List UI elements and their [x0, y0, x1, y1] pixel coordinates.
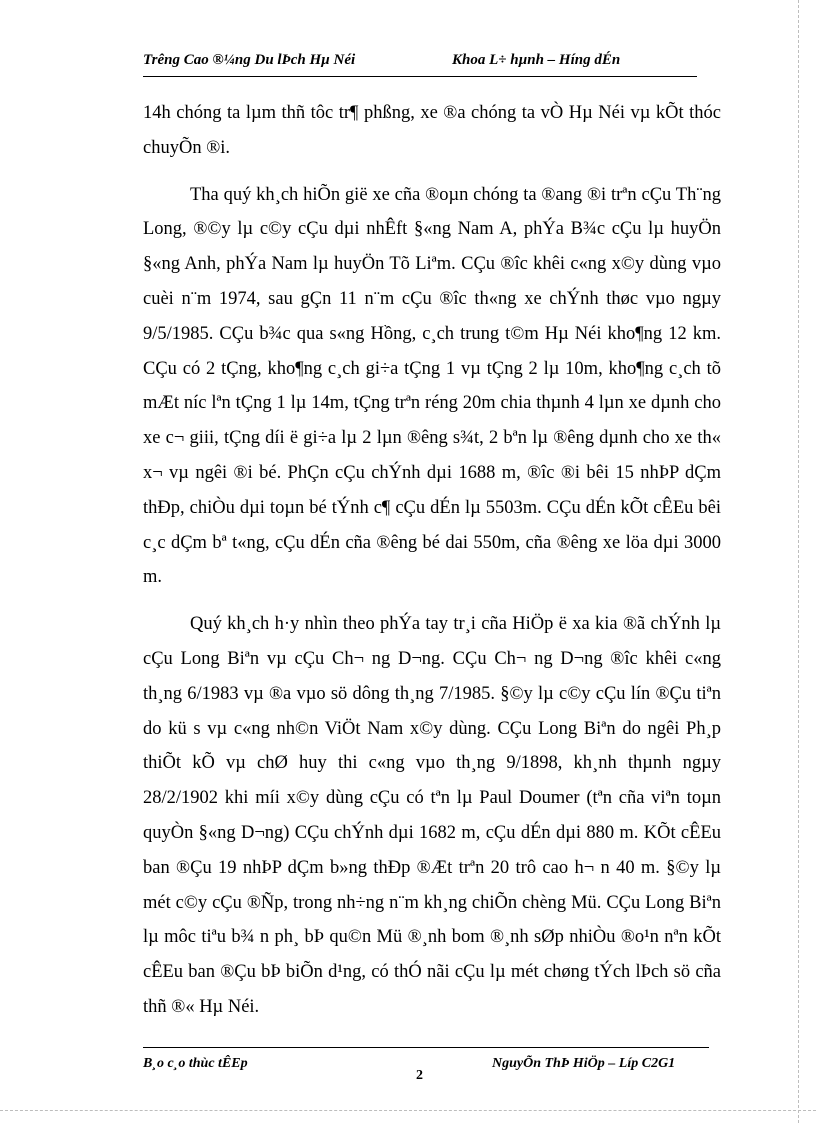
header-school-name: Trêng Cao ®¼ng Du lÞch Hµ Néi: [143, 52, 356, 68]
page-edge-vertical: [798, 0, 799, 1123]
footer-author: NguyÕn ThÞ HiÖp – Líp C2G1: [492, 1056, 676, 1071]
footer-rule: [143, 1047, 709, 1048]
header-rule: [143, 76, 697, 77]
paragraph-3: Quý kh¸ch h·y nhìn theo phÝa tay tr¸i cña HiÖp ë xa kia ®ã chÝnh lµ cÇu Long Biªn vµ cÇu Ch¬ ng D¬ng. CÇu Ch¬ ng D¬ng ®îc khêi c«ng th¸ng 6/1983 vµ ®a vµo sö dông th¸ng 7/1985. §©y lµ c©y cÇu lín ®Çu tiªn do kü s vµ c«ng nh©n ViÖt Nam x©y dùng. CÇu Long Biªn do ngêi Ph¸p thiÕt kÕ vµ chØ huy thi c«ng vµo th¸ng 9/1898, kh¸nh thµnh ngµy 28/2/1902 khi míi x©y dùng cÇu có tªn lµ Paul Doumer (tªn cña viªn toµn quyÒn §«ng D¬ng) CÇu chÝnh dµi 1682 m, cÇu dÉn dµi 880 m. KÕt cÊEu ban ®Çu 19 nhÞP dÇm b»ng thÐp ®Æt trªn 20 trô cao h¬ n 40 m. §©y lµ mét c©y cÇu ®Ñp, trong nh÷ng n¨m kh¸ng chiÕn chèng Mü. CÇu Long Biªn lµ môc tiªu b¾ n ph¸ bÞ qu©n Mü ®¸nh bom ®¸nh sØp nhiÒu ®o¹n nªn kÕt cÊEu ban ®Çu bÞ biÕn d¹ng, có thÓ nãi cÇu lµ mét chøng tÝch lÞch sö cña thñ ®« Hµ Néi.: [143, 614, 721, 1017]
body-text: [143, 96, 721, 1025]
footer-report-title: B¸o c¸o thùc tÊEp: [143, 1056, 248, 1071]
header-faculty-name: Khoa L÷ hµnh – Híng dÉn: [452, 52, 621, 68]
paragraph-1: 14h chóng ta lµm thñ tôc tr¶ phßng, xe ®a chóng ta vÒ Hµ Néi vµ kÕt thóc chuyÕn ®i.: [143, 103, 721, 158]
page-number: 2: [416, 1068, 423, 1083]
page-edge-horizontal: [0, 1110, 816, 1111]
paragraph-2: Tha quý kh¸ch hiÕn gië xe cña ®oµn chóng ta ®ang ®i trªn cÇu Th¨ng Long, ®©y lµ c©y cÇu dµi nhÊft §«ng Nam A, phÝa B¾c cÇu lµ huyÖn §«ng Anh, phÝa Nam lµ huyÖn Tõ Liªm. CÇu ®îc khêi c«ng x©y dùng vµo cuèi n¨m 1974, sau gÇn 11 n¨m cÇu ®îc th«ng xe chÝnh thøc vµo ngµy 9/5/1985. CÇu b¾c qua s«ng Hồng, c¸ch trung t©m Hµ Néi kho¶ng 12 km. CÇu có 2 tÇng, kho¶ng c¸ch gi÷a tÇng 1 vµ tÇng 2 lµ 10m, kho¶ng c¸ch tõ mÆt níc lªn tÇng 1 lµ 14m, tÇng trªn réng 20m chia thµnh 4 lµn xe dµnh cho xe c¬ giii, tÇng díi ë gi÷a lµ 2 lµn ®êng s¾t, 2 bªn lµ ®êng dµnh cho xe th« x¬ vµ ngêi ®i bé. PhÇn cÇu chÝnh dµi 1688 m, ®îc ®i bêi 15 nhÞP dÇm thÐp, chiÒu dµi toµn bé tÝnh c¶ cÇu dÉn lµ 5503m. CÇu dÉn kÕt cÊEu bêi c¸c dÇm bª t«ng, cÇu dÉn cña ®êng bé dai 550m, cña ®êng xe löa dµi 3000 m.: [143, 184, 721, 588]
